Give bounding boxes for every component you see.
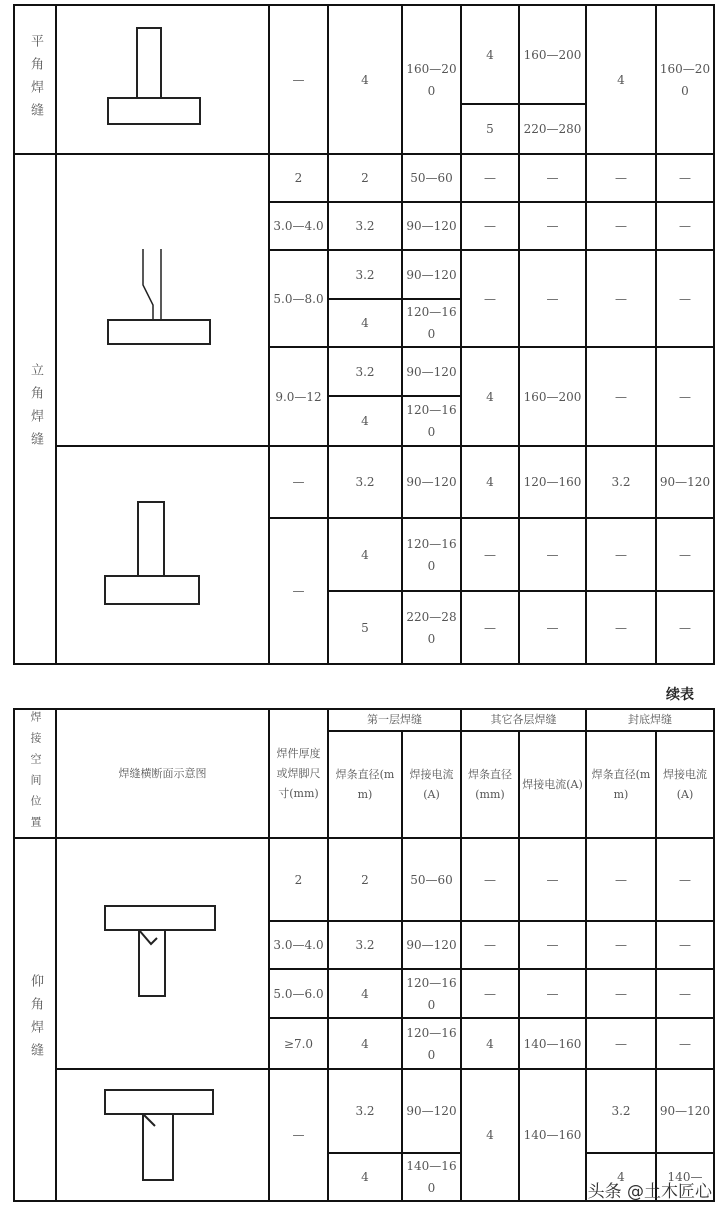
cell: —: [586, 347, 656, 446]
cell: 3.2: [328, 921, 402, 969]
cell: 5.0—6.0: [269, 969, 328, 1018]
cell: 50—60: [402, 154, 461, 202]
cell: —: [519, 838, 586, 921]
cell: —: [269, 446, 328, 518]
cell: 2: [269, 838, 328, 921]
cell: 140—160: [402, 1153, 461, 1201]
cell: 4: [586, 1153, 656, 1201]
header-first-layer: 第一层焊缝: [328, 709, 461, 731]
diagram-vertical-fillet: [56, 154, 269, 446]
position-flat: 平角焊缝: [14, 5, 56, 154]
cell: —: [586, 518, 656, 591]
cell: 4: [328, 969, 402, 1018]
cell: —: [269, 1069, 328, 1201]
cell: 120—160: [402, 299, 461, 347]
current: 160—200: [656, 5, 714, 154]
cell: 3.2: [328, 446, 402, 518]
cell: 140—: [656, 1153, 714, 1201]
header-rod-dia: 焊条直径(mm): [328, 731, 402, 838]
header-back-weld: 封底焊缝: [586, 709, 714, 731]
cell: 3.2: [586, 1069, 656, 1153]
header-other-layers: 其它各层焊缝: [461, 709, 586, 731]
header-rod-dia: 焊条直径(mm): [586, 731, 656, 838]
current: 160—200: [402, 5, 461, 154]
cell: —: [461, 921, 519, 969]
cell: 3.2: [328, 250, 402, 299]
cell: —: [519, 518, 586, 591]
cell: 4: [461, 446, 519, 518]
cell: 90—120: [402, 250, 461, 299]
cell: 9.0—12: [269, 347, 328, 446]
cell: —: [586, 1018, 656, 1069]
cell: —: [586, 838, 656, 921]
cell: —: [519, 154, 586, 202]
cell: 140—160: [519, 1018, 586, 1069]
header-diagram: 焊缝横断面示意图: [56, 709, 269, 838]
cell: —: [586, 591, 656, 664]
cell: 5: [328, 591, 402, 664]
cell: 3.2: [586, 446, 656, 518]
welding-table-part2: [13, 708, 715, 1202]
cell: 90—120: [402, 1069, 461, 1153]
cell: 4: [328, 1153, 402, 1201]
cell: 4: [461, 347, 519, 446]
header-current: 焊接电流(A): [519, 731, 586, 838]
cell: 50—60: [402, 838, 461, 921]
cell: —: [656, 591, 714, 664]
cell: ≥7.0: [269, 1018, 328, 1069]
header-position: 焊接空间位置: [14, 709, 56, 838]
header-thickness: 焊件厚度或焊脚尺寸(mm): [269, 709, 328, 838]
cell: 220—280: [402, 591, 461, 664]
cell: —: [519, 591, 586, 664]
cell: —: [656, 838, 714, 921]
cell: —: [586, 154, 656, 202]
cell: —: [586, 969, 656, 1018]
cell: 3.0—4.0: [269, 202, 328, 250]
cell: —: [656, 202, 714, 250]
cell: 160—200: [519, 347, 586, 446]
cell: —: [656, 921, 714, 969]
cell: 90—120: [402, 446, 461, 518]
cell: 90—120: [402, 202, 461, 250]
continued-label: 续表: [666, 687, 694, 703]
current: 160—200: [519, 5, 586, 104]
rod-dia: 5: [461, 104, 519, 154]
rod-dia: 4: [461, 5, 519, 104]
cell: 140—160: [519, 1069, 586, 1201]
cell: 90—120: [402, 921, 461, 969]
position-vertical: 立角焊缝: [14, 154, 56, 664]
cell: —: [586, 250, 656, 347]
header-rod-dia: 焊条直径(mm): [461, 731, 519, 838]
cell: 120—160: [402, 518, 461, 591]
cell: 4: [328, 518, 402, 591]
cell: 4: [461, 1018, 519, 1069]
cell: —: [519, 202, 586, 250]
cell: —: [586, 921, 656, 969]
cell: 4: [328, 299, 402, 347]
cell: 5.0—8.0: [269, 250, 328, 347]
cell: —: [461, 202, 519, 250]
cell: 4: [461, 1069, 519, 1201]
cell: —: [656, 250, 714, 347]
cell: 4: [328, 1018, 402, 1069]
current: 220—280: [519, 104, 586, 154]
cell: —: [519, 969, 586, 1018]
header-current: 焊接电流(A): [656, 731, 714, 838]
cell: 120—160: [519, 446, 586, 518]
cell: 4: [328, 396, 402, 446]
cell: —: [656, 1018, 714, 1069]
cell: 3.2: [328, 202, 402, 250]
cell: 90—120: [402, 347, 461, 396]
rod-dia: 4: [328, 5, 402, 154]
cell: 3.2: [328, 1069, 402, 1153]
cell: 3.2: [328, 347, 402, 396]
position-overhead: 仰角焊缝: [14, 838, 56, 1201]
cell: —: [461, 838, 519, 921]
diagram-overhead-tee: [56, 1069, 269, 1201]
cell: —: [656, 969, 714, 1018]
cell: —: [656, 154, 714, 202]
thickness: —: [269, 5, 328, 154]
cell: —: [519, 250, 586, 347]
cell: —: [461, 250, 519, 347]
cell: —: [461, 154, 519, 202]
cell: —: [586, 202, 656, 250]
cell: 3.0—4.0: [269, 921, 328, 969]
cell: —: [461, 969, 519, 1018]
cell: 120—160: [402, 969, 461, 1018]
cell: —: [656, 518, 714, 591]
cell: 2: [328, 838, 402, 921]
welding-table-part1: [13, 4, 715, 665]
cell: —: [269, 518, 328, 664]
cell: —: [519, 921, 586, 969]
watermark: 头条 @土木匠心: [587, 1182, 712, 1202]
rod-dia: 4: [586, 5, 656, 154]
diagram-flat-fillet: [56, 5, 269, 154]
cell: 120—160: [402, 396, 461, 446]
cell: —: [461, 518, 519, 591]
cell: 90—120: [656, 446, 714, 518]
cell: 2: [269, 154, 328, 202]
cell: 2: [328, 154, 402, 202]
cell: 90—120: [656, 1069, 714, 1153]
cell: —: [461, 591, 519, 664]
header-current: 焊接电流(A): [402, 731, 461, 838]
cell: 120—160: [402, 1018, 461, 1069]
cell: —: [656, 347, 714, 446]
diagram-overhead-fillet: [56, 838, 269, 1069]
diagram-vertical-tee: [56, 446, 269, 664]
